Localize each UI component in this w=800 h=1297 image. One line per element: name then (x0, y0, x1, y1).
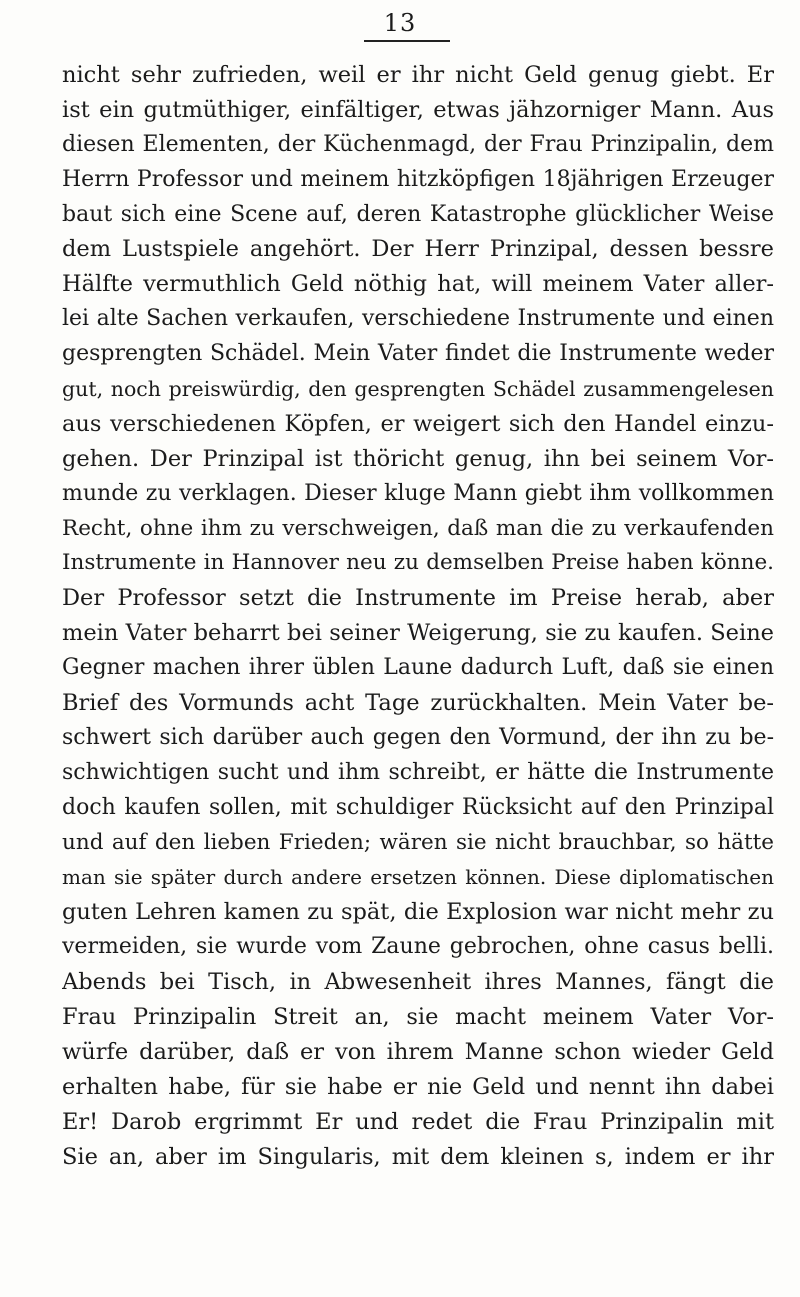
text-line: gesprengten Schädel. Mein Vater findet die Instrumente weder (62, 341, 774, 367)
text-line: erhalten habe, für sie habe er nie Geld und nennt ihn dabei (62, 1073, 774, 1100)
text-line: gut, noch preiswürdig, den gesprengten Schädel zusammengelesen (62, 377, 774, 402)
text-line: Herrn Professor und meinem hitzköpfigen 18jährigen Erzeuger (62, 166, 774, 192)
text-line: würfe darüber, daß er von ihrem Manne schon wieder Geld (62, 1038, 774, 1065)
text-line: Sie an, aber im Singularis, mit dem kleinen s, indem er ihr (62, 1143, 774, 1170)
text-line: dem Lustspiele angehört. Der Herr Prinzipal, dessen bessre (62, 236, 774, 263)
text-line: lei alte Sachen verkaufen, verschiedene Instrumente und einen (62, 306, 774, 332)
text-line: schwichtigen sucht und ihm schreibt, er hätte die Instrumente (62, 759, 774, 785)
text-line: Hälfte vermuthlich Geld nöthig hat, will meinem Vater aller- (62, 271, 774, 298)
text-line: vermeiden, sie wurde vom Zaune gebrochen, ohne casus belli. (62, 934, 774, 960)
text-line: Frau Prinzipalin Streit an, sie macht meinem Vater Vor- (62, 1004, 774, 1031)
text-line: ist ein gutmüthiger, einfältiger, etwas jähzorniger Mann. Aus (62, 96, 774, 123)
text-line: diesen Elementen, der Küchenmagd, der Frau Prinzipalin, dem (62, 131, 774, 157)
text-line: Er! Darob ergrimmt Er und redet die Frau Prinzipalin mit (62, 1108, 774, 1135)
text-line: Abends bei Tisch, in Abwesenheit ihres Mannes, fängt die (62, 969, 774, 996)
page-number: 13 (383, 9, 417, 37)
body-text (62, 58, 774, 1175)
text-line: Recht, ohne ihm zu verschweigen, daß man die zu verkaufenden (62, 515, 774, 541)
text-line: gehen. Der Prinzipal ist thöricht genug, ihn bei seinem Vor- (62, 445, 774, 472)
text-line: guten Lehren kamen zu spät, die Explosion war nicht mehr zu (62, 899, 774, 926)
text-line: baut sich eine Scene auf, deren Katastrophe glücklicher Weise (62, 201, 774, 227)
text-line: munde zu verklagen. Dieser kluge Mann giebt ihm vollkommen (62, 480, 774, 506)
text-line: und auf den lieben Frieden; wären sie nicht brauchbar, so hätte (62, 829, 774, 855)
text-line: doch kaufen sollen, mit schuldiger Rücksicht auf den Prinzipal (62, 794, 774, 820)
text-line: Instrumente in Hannover neu zu demselben Preise haben könne. (62, 550, 774, 576)
text-line: aus verschiedenen Köpfen, er weigert sich den Handel einzu- (62, 410, 774, 437)
text-line: man sie später durch andere ersetzen können. Diese diplomatischen (62, 865, 774, 890)
text-line: Der Professor setzt die Instrumente im Preise herab, aber (62, 585, 774, 612)
text-line: schwert sich darüber auch gegen den Vormund, der ihn zu be- (62, 724, 774, 750)
text-line: Brief des Vormunds acht Tage zurückhalten. Mein Vater be- (62, 690, 774, 717)
header-rule (364, 40, 450, 42)
text-line: nicht sehr zufrieden, weil er ihr nicht Geld genug giebt. Er (62, 62, 774, 88)
text-line: Gegner machen ihrer üblen Laune dadurch Luft, daß sie einen (62, 655, 774, 681)
text-line: mein Vater beharrt bei seiner Weigerung, sie zu kaufen. Seine (62, 620, 774, 647)
